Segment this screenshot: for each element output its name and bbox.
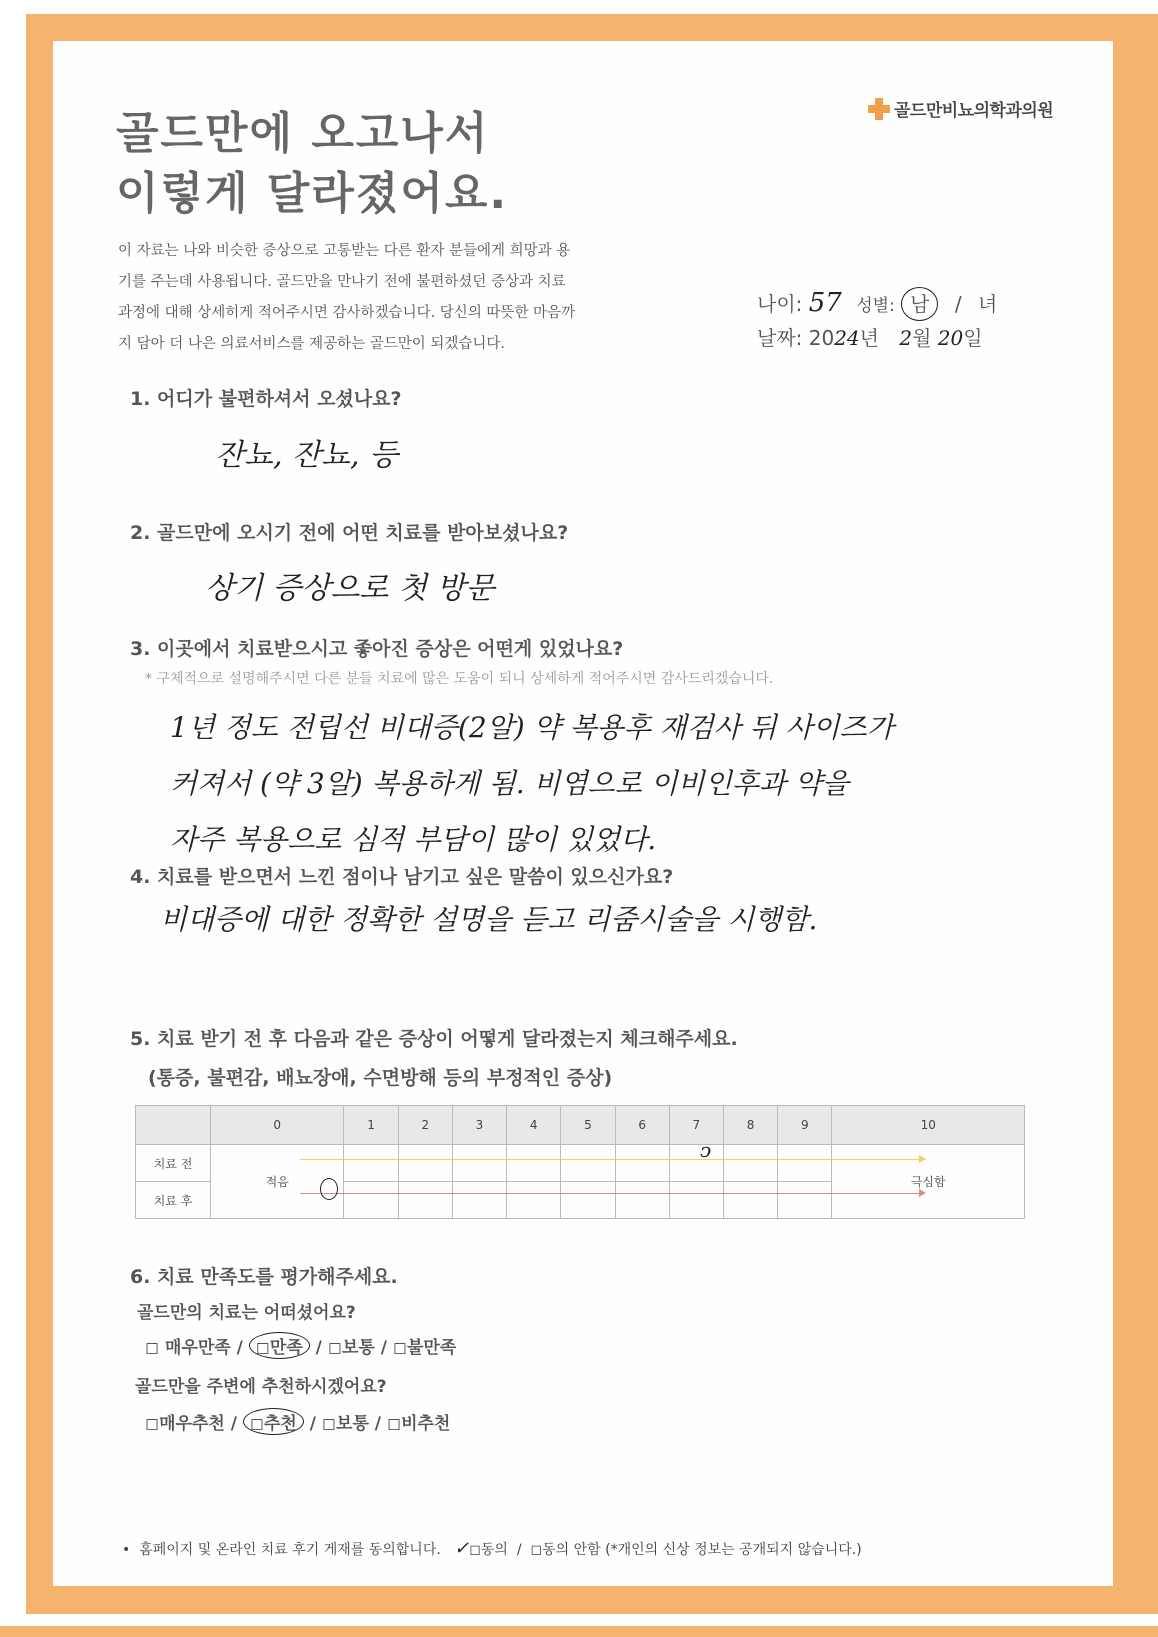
- question-5-sub: (통증, 불편감, 배뇨장애, 수면방해 등의 부정적인 증상): [148, 1067, 613, 1089]
- question-4: 4. 치료를 받으면서 느낀 점이나 남기고 싶은 말씀이 있으신가요?: [130, 866, 674, 888]
- day-field[interactable]: 20: [937, 326, 964, 350]
- option-neutral[interactable]: ◻보통: [321, 1414, 369, 1434]
- row-after: 치료 후: [136, 1182, 1025, 1219]
- symptom-scale-table: 0 1 2 3 4 5 6 7 8 9 10 치료 전 적음 극심함 치료 후: [135, 1105, 1025, 1219]
- question-5: 5. 치료 받기 전 후 다음과 같은 증상이 어떻게 달라졌는지 체크해주세요.: [130, 1028, 738, 1050]
- before-mark: ↄ: [700, 1138, 712, 1162]
- gender-female-option[interactable]: 녀: [977, 292, 998, 316]
- question-6: 6. 치료 만족도를 평가해주세요.: [130, 1266, 398, 1288]
- option-not-recommend[interactable]: ◻비추천: [386, 1414, 451, 1434]
- satisfaction-options: ◻ 매우만족 / ◻만족 / ◻보통 / ◻불만족: [145, 1332, 456, 1359]
- answer-1[interactable]: 잔뇨, 잔뇨, 등: [215, 438, 399, 473]
- row-before: 치료 전 적음 극심함: [136, 1145, 1025, 1182]
- month-field[interactable]: 2: [899, 326, 913, 350]
- option-normal[interactable]: ◻보통: [327, 1338, 375, 1358]
- question-2: 2. 골드만에 오시기 전에 어떤 치료를 받아보셨나요?: [130, 522, 569, 544]
- consent-line: • 홈페이지 및 온라인 치료 후기 게재를 동의합니다. ✓◻동의 / ◻동의 안함 (*개인의 신상 정보는 공개되지 않습니다.): [122, 1538, 862, 1559]
- page-title: 골드만에 오고나서 이렇게 달라졌어요.: [116, 108, 509, 219]
- option-satisfied[interactable]: ◻만족: [249, 1332, 310, 1359]
- bottom-strip: [0, 1626, 1158, 1637]
- recommend-question: 골드만을 주변에 추천하시겠어요?: [135, 1377, 387, 1397]
- patient-meta: 나이: 57 성별: 남 / 녀 날짜: 2024년 2월 20일: [757, 288, 998, 350]
- option-unsatisfied[interactable]: ◻불만족: [392, 1338, 457, 1358]
- consent-disagree[interactable]: ◻동의 안함: [530, 1542, 601, 1558]
- option-highly-recommend[interactable]: ◻매우추천: [145, 1414, 225, 1434]
- satisfaction-question: 골드만의 치료는 어떠셨어요?: [137, 1303, 356, 1323]
- before-arrow: [300, 1159, 920, 1160]
- clinic-name: 골드만비뇨의학과의원: [894, 101, 1054, 121]
- recommend-options: ◻매우추천 / ◻추천 / ◻보통 / ◻비추천: [145, 1408, 450, 1435]
- after-arrow: [300, 1193, 920, 1194]
- question-3-note: * 구체적으로 설명해주시면 다른 분들 치료에 많은 도움이 되니 상세하게 적어주시면 감사드리겠습니다.: [145, 671, 774, 687]
- answer-2[interactable]: 상기 증상으로 첫 방문: [205, 571, 495, 606]
- clinic-logo: [868, 96, 1053, 121]
- bullet-icon: •: [122, 1542, 131, 1558]
- age-field[interactable]: 57: [808, 288, 842, 318]
- question-3: 3. 이곳에서 치료받으시고 좋아진 증상은 어떤게 있었나요?: [130, 638, 624, 660]
- option-recommend[interactable]: ◻추천: [243, 1408, 304, 1435]
- intro-text: 이 자료는 나와 비슷한 증상으로 고통받는 다른 환자 분들에게 희망과 용 기를 주는데 사용됩니다. 골드만을 만나기 전에 불편하셨던 증상과 치료 과정에 대해 상세히게 적어주시면 감사하겠습니다. 당신의 따뜻한 마음까 지 담아 더 나은 의료서비스를 제공하는 골드만이 되겠습니다.: [118, 243, 576, 352]
- answer-3[interactable]: 1년 정도 전립선 비대증(2알) 약 복용후 재검사 뒤 사이즈가 커져서 (약 3알) 복용하게 됨. 비염으로 이비인후과 약을 자주 복용으로 심적 부담이 많이 있었다.: [170, 711, 894, 856]
- question-1: 1. 어디가 불편하셔서 오셨나요?: [130, 388, 402, 410]
- option-very-satisfied[interactable]: ◻ 매우만족: [145, 1338, 231, 1358]
- year-field[interactable]: 24: [834, 326, 860, 350]
- consent-agree[interactable]: ✓◻동의: [454, 1538, 508, 1559]
- gender-male-option[interactable]: 남: [901, 287, 938, 321]
- after-mark: [320, 1178, 338, 1200]
- cross-logo-icon: [868, 98, 890, 120]
- answer-4[interactable]: 비대증에 대한 정확한 설명을 듣고 리줌시술을 시행함.: [160, 903, 818, 936]
